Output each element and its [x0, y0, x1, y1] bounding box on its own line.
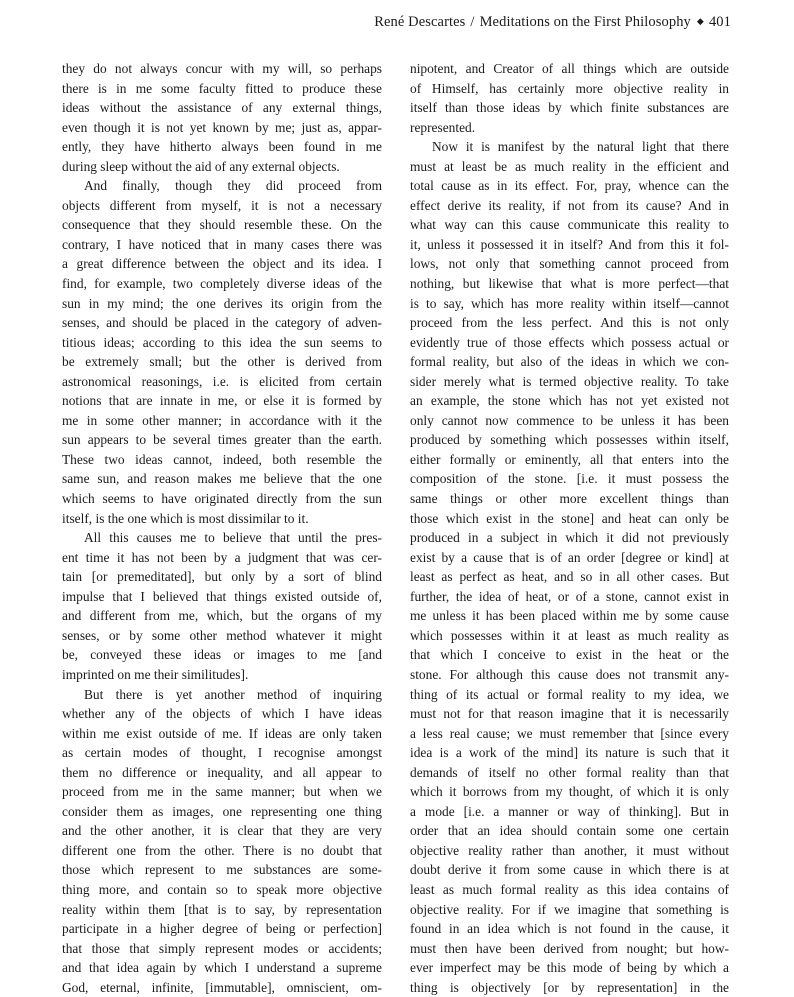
- text-line: thing of its actual or formal reality to my idea, we: [410, 686, 729, 702]
- header-author: René Descartes: [374, 14, 466, 30]
- text-line: exist by a cause that is of an order [degree or kind] at: [410, 549, 729, 565]
- text-line: ever imperfect may be this mode of being by which a: [410, 960, 729, 976]
- text-line: that which I conceive to exist in the heat or the: [410, 647, 729, 663]
- text-line: demands of itself no other formal reality than that: [410, 764, 729, 780]
- text-line: of Himself, has certainly more objective reality in: [410, 80, 729, 96]
- text-line: And finally, though they did proceed from: [84, 178, 382, 194]
- text-line: God, eternal, infinite, [immutable], omniscient, om-: [62, 979, 382, 995]
- header-separator: /: [470, 14, 475, 30]
- text-line: senses, or by some other method whatever it might: [62, 627, 382, 643]
- text-line: and that idea again by which I understand a supreme: [62, 960, 382, 976]
- text-line: an example, the stone which has not yet existed not: [410, 393, 729, 409]
- text-line: either formally or eminently, all that enters into the: [410, 451, 729, 467]
- text-line: be, conveyed these ideas or images to me [and: [62, 647, 382, 663]
- text-line: even though it is not yet known by me; just as, appar-: [62, 119, 382, 135]
- text-line: sun appears to be several times greater than the earth.: [62, 432, 382, 448]
- text-line: found in an idea which is not found in the cause, it: [410, 921, 729, 937]
- text-line: nipotent, and Creator of all things which are outside: [410, 61, 729, 76]
- text-line: ently, they have hitherto always been found in me: [62, 139, 382, 155]
- text-line: as certain modes of thought, I recognise amongst: [62, 745, 382, 761]
- text-line: there is in me some faculty fitted to produce these: [62, 80, 382, 96]
- text-line: composition of the stone. [i.e. it must possess the: [410, 471, 729, 487]
- text-line: that those that simply represent modes or accidents;: [62, 940, 382, 956]
- text-line: objective reality rather than another, it must without: [410, 842, 729, 858]
- text-line: participate in a higher degree of being or perfection]: [62, 921, 382, 937]
- text-line: within me exist outside of me. If ideas are only taken: [62, 725, 382, 741]
- text-line: must then have been derived from nought; but how-: [410, 940, 729, 956]
- text-line: senses, and should be placed in the category of adven-: [62, 315, 382, 331]
- text-line: they do not always concur with my will, so perhaps: [62, 61, 382, 76]
- text-line: effect derive its reality, if not from its cause? And in: [410, 197, 729, 213]
- text-line: proceed from the less perfect. And this is not only: [410, 315, 729, 331]
- diamond-ornament-icon: ◆: [696, 16, 704, 26]
- text-line: Now it is manifest by the natural light that there: [432, 139, 729, 155]
- text-line: a less real cause; we must remember that [since every: [410, 725, 729, 741]
- text-line: contrary, I have noticed that in many cases there was: [62, 236, 382, 252]
- text-line: total cause as in its effect. For, pray, whence can the: [410, 178, 729, 194]
- text-line: But there is yet another method of inquiring: [84, 686, 382, 702]
- text-line: is to say, which has more reality within itself—cannot: [410, 295, 729, 311]
- text-line: ent time it has not been by a judgment that was cer-: [62, 549, 382, 565]
- left-text-column: [62, 59, 382, 997]
- text-line: be extremely small; but the other is derived from: [62, 354, 382, 370]
- text-line: represented.: [410, 119, 476, 135]
- text-line: thing more, and contain so to speak more objective: [62, 881, 382, 897]
- text-line: produced in a subject in which it did not previously: [410, 530, 729, 546]
- text-line: reality within them [that is to say, by representation: [62, 901, 382, 917]
- text-line: sun in my mind; the one derives its origin from the: [62, 295, 382, 311]
- text-line: notions that are innate in me, or else it is formed by: [62, 393, 382, 409]
- text-line: whether any of the objects of which I have ideas: [62, 706, 382, 722]
- text-line: consider them as images, one representing one thing: [62, 803, 382, 819]
- text-line: a mode [i.e. a manner or way of thinking]. But in: [410, 803, 729, 819]
- text-line: idea is a work of the mind] its nature is such that it: [410, 745, 729, 761]
- text-line: which seems to have originated directly from the sun: [62, 491, 382, 507]
- text-line: same things or other more excellent things than: [410, 491, 729, 507]
- text-line: stone. For although this cause does not transmit any-: [410, 666, 729, 682]
- text-line: those which represent to me substances are some-: [62, 862, 382, 878]
- text-line: only cannot now commence to be unless it has been: [410, 412, 729, 428]
- text-line: same sun, and reason makes me believe that the one: [62, 471, 382, 487]
- page-number: 401: [708, 14, 731, 30]
- text-line: proceed from me in the same manner; but when we: [62, 784, 382, 800]
- text-line: least as much formal reality as this idea contains of: [410, 881, 729, 897]
- text-line: All this causes me to believe that until the pres-: [84, 530, 382, 546]
- text-line: ideas without the assistance of any external things,: [62, 100, 382, 116]
- running-head: [374, 14, 731, 31]
- text-line: order that an idea should contain some one certain: [410, 823, 729, 839]
- text-line: them no difference or inequality, and all appear to: [62, 764, 382, 780]
- text-line: imprinted on me their similitudes].: [62, 666, 249, 682]
- text-line: and the other another, it is clear that they are very: [62, 823, 382, 839]
- text-line: objective reality. For if we imagine that something is: [410, 901, 729, 917]
- text-line: doubt derive it from some cause in which there is at: [410, 862, 729, 878]
- text-line: tain [or premeditated], but only by a sort of blind: [62, 569, 382, 585]
- header-title: Meditations on the First Philosophy: [479, 14, 691, 30]
- text-line: must not for that reason imagine that it is necessarily: [410, 706, 729, 722]
- text-line: astronomical reasonings, i.e. is elicited from certain: [62, 373, 382, 389]
- text-line: different one from the other. There is no doubt that: [62, 842, 382, 858]
- text-line: titious ideas; according to this idea the sun seems to: [62, 334, 382, 350]
- text-line: sider merely what is termed objective reality. To take: [410, 373, 729, 389]
- text-line: those which exist in the stone] and heat can only be: [410, 510, 729, 526]
- text-line: lows, not only that something cannot proceed from: [410, 256, 729, 272]
- text-line: evidently true of those effects which possess actual or: [410, 334, 729, 350]
- text-line: itself, is the one which is most dissimilar to it.: [62, 510, 309, 526]
- text-line: itself than those ideas by which finite substances are: [410, 100, 729, 116]
- text-line: These two ideas cannot, indeed, both resemble the: [62, 451, 382, 467]
- text-line: formal reality, but also of the ideas in which we con-: [410, 354, 729, 370]
- text-line: what way can this cause communicate this reality to: [410, 217, 729, 233]
- text-line: further, the idea of heat, or of a stone, cannot exist in: [410, 588, 729, 604]
- text-line: a great difference between the object and its idea. I: [62, 256, 382, 272]
- text-line: which it borrows from my thought, of which it is only: [410, 784, 729, 800]
- text-line: during sleep without the aid of any external objects.: [62, 158, 340, 174]
- text-line: impulse that I believed that things existed outside of,: [62, 588, 382, 604]
- text-line: nothing, but likewise that what is more perfect—that: [410, 276, 729, 292]
- text-line: find, for example, two completely diverse ideas of the: [62, 276, 382, 292]
- text-line: consequence that they should resemble these. On the: [62, 217, 382, 233]
- text-line: me in some other manner; in accordance with it the: [62, 412, 382, 428]
- text-line: me unless it has been placed within me by some cause: [410, 608, 729, 624]
- text-line: thing is objectively [or by representation] in the: [410, 979, 729, 995]
- right-text-column: [410, 59, 729, 997]
- text-line: it, unless it possessed it in itself? And from this it fol-: [410, 236, 729, 252]
- text-line: least as perfect as heat, and so in all other cases. But: [410, 569, 729, 585]
- text-line: which possesses within it at least as much reality as: [410, 627, 729, 643]
- text-line: objects different from myself, it is not a necessary: [62, 197, 382, 213]
- text-line: produced by something which possesses within itself,: [410, 432, 729, 448]
- text-line: and different from me, which, but the organs of my: [62, 608, 382, 624]
- text-line: must at least be as much reality in the efficient and: [410, 158, 729, 174]
